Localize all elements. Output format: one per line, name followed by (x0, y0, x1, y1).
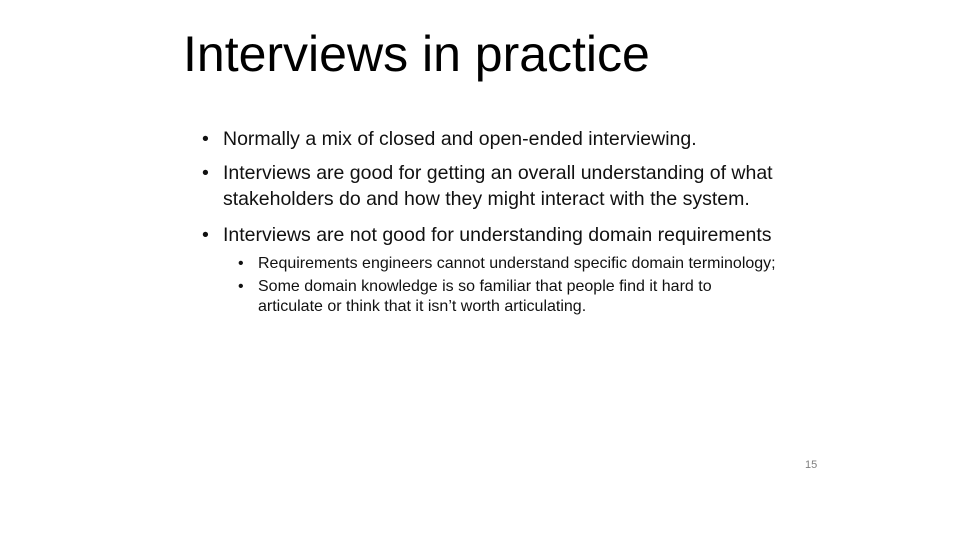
slide-title: Interviews in practice (183, 26, 650, 82)
bullet-text: Normally a mix of closed and open-ended interviewing. (223, 128, 697, 150)
page-number: 15 (805, 459, 818, 471)
bullet-icon: • (202, 128, 209, 150)
bullet-text: Interviews are not good for understanding domain requirements (223, 224, 772, 246)
bullet-item (202, 160, 792, 212)
bullet-text: Interviews are good for getting an overall understanding of what stakeholders do and how they might interact with the system. (223, 162, 773, 210)
bullet-icon: • (202, 224, 209, 246)
sub-bullet-icon: • (238, 255, 244, 272)
sub-bullet-icon: • (238, 278, 244, 295)
slide-body (202, 126, 792, 317)
sub-bullet-text: Some domain knowledge is so familiar that people find it hard to articulate or think that it isn’t worth articulating. (258, 278, 712, 315)
sub-bullet-text: Requirements engineers cannot understand specific domain terminology; (258, 255, 776, 272)
bullet-item (202, 126, 792, 152)
sub-bullet-item (238, 254, 778, 274)
bullet-item (202, 222, 792, 248)
sub-bullet-item (238, 277, 778, 317)
bullet-icon: • (202, 162, 209, 184)
